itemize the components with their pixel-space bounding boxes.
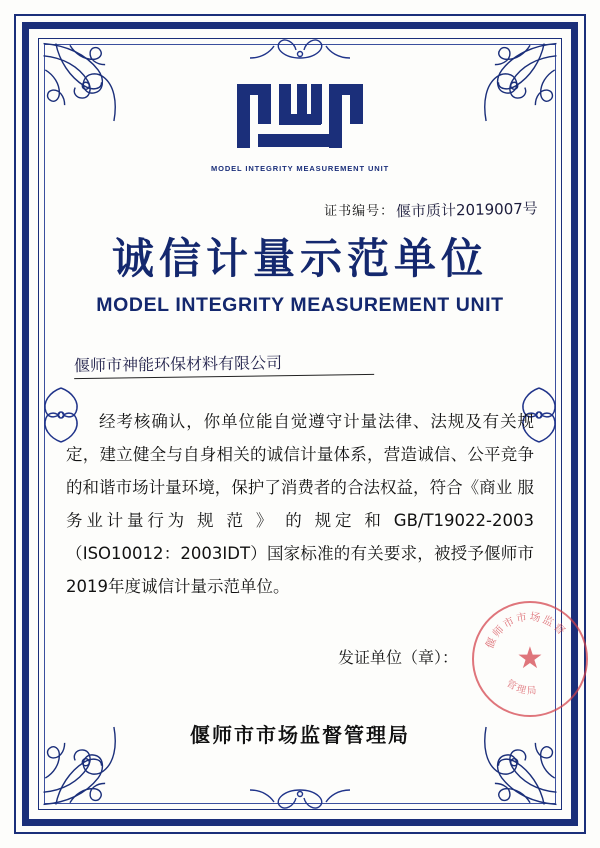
certificate-content [56, 56, 570, 792]
certificate-number-value: 偃市质计2019007号 [396, 199, 539, 221]
page-title-en: MODEL INTEGRITY MEASUREMENT UNIT [96, 294, 504, 316]
svg-text:管理局: 管理局 [504, 678, 539, 698]
logo-block [56, 78, 544, 173]
body-paragraph: 经考核确认，你单位能自觉遵守计量法律、法规及有关规定，建立健全与自身相关的诚信计量体系，营造诚信、公平竞争的和谐市场计量环境，保护了消费者的合法权益，符合《商业 服务业计量行为 规 范 》 的 规定 和 GB/T19022-2003（ISO10012：2003IDT）国家标准的有关要求，被授予偃师市2019年度诚信计量示范单位。 [66, 412, 534, 596]
certificate-number-label: 证书编号： [324, 203, 395, 218]
logo-subtitle: MODEL INTEGRITY MEASUREMENT UNIT [210, 164, 390, 173]
issuer-label: 发证单位（章）： [337, 648, 458, 667]
svg-text:偃师市市场监督: 偃师市市场监督 [482, 609, 570, 651]
certificate-number-row [56, 199, 544, 220]
page-title-cn: 诚信计量示范单位 [111, 234, 488, 283]
issuer-row [56, 609, 570, 698]
seal-star-icon: ★ [516, 641, 544, 676]
awardee-name: 偃师市神能环保材料有限公司 [74, 349, 374, 379]
issuing-organization: 偃师市市场监督管理局 [190, 723, 410, 747]
mim-monogram-logo-icon [231, 78, 369, 154]
certificate-body-text [56, 405, 544, 603]
official-seal-stamp [472, 601, 588, 717]
